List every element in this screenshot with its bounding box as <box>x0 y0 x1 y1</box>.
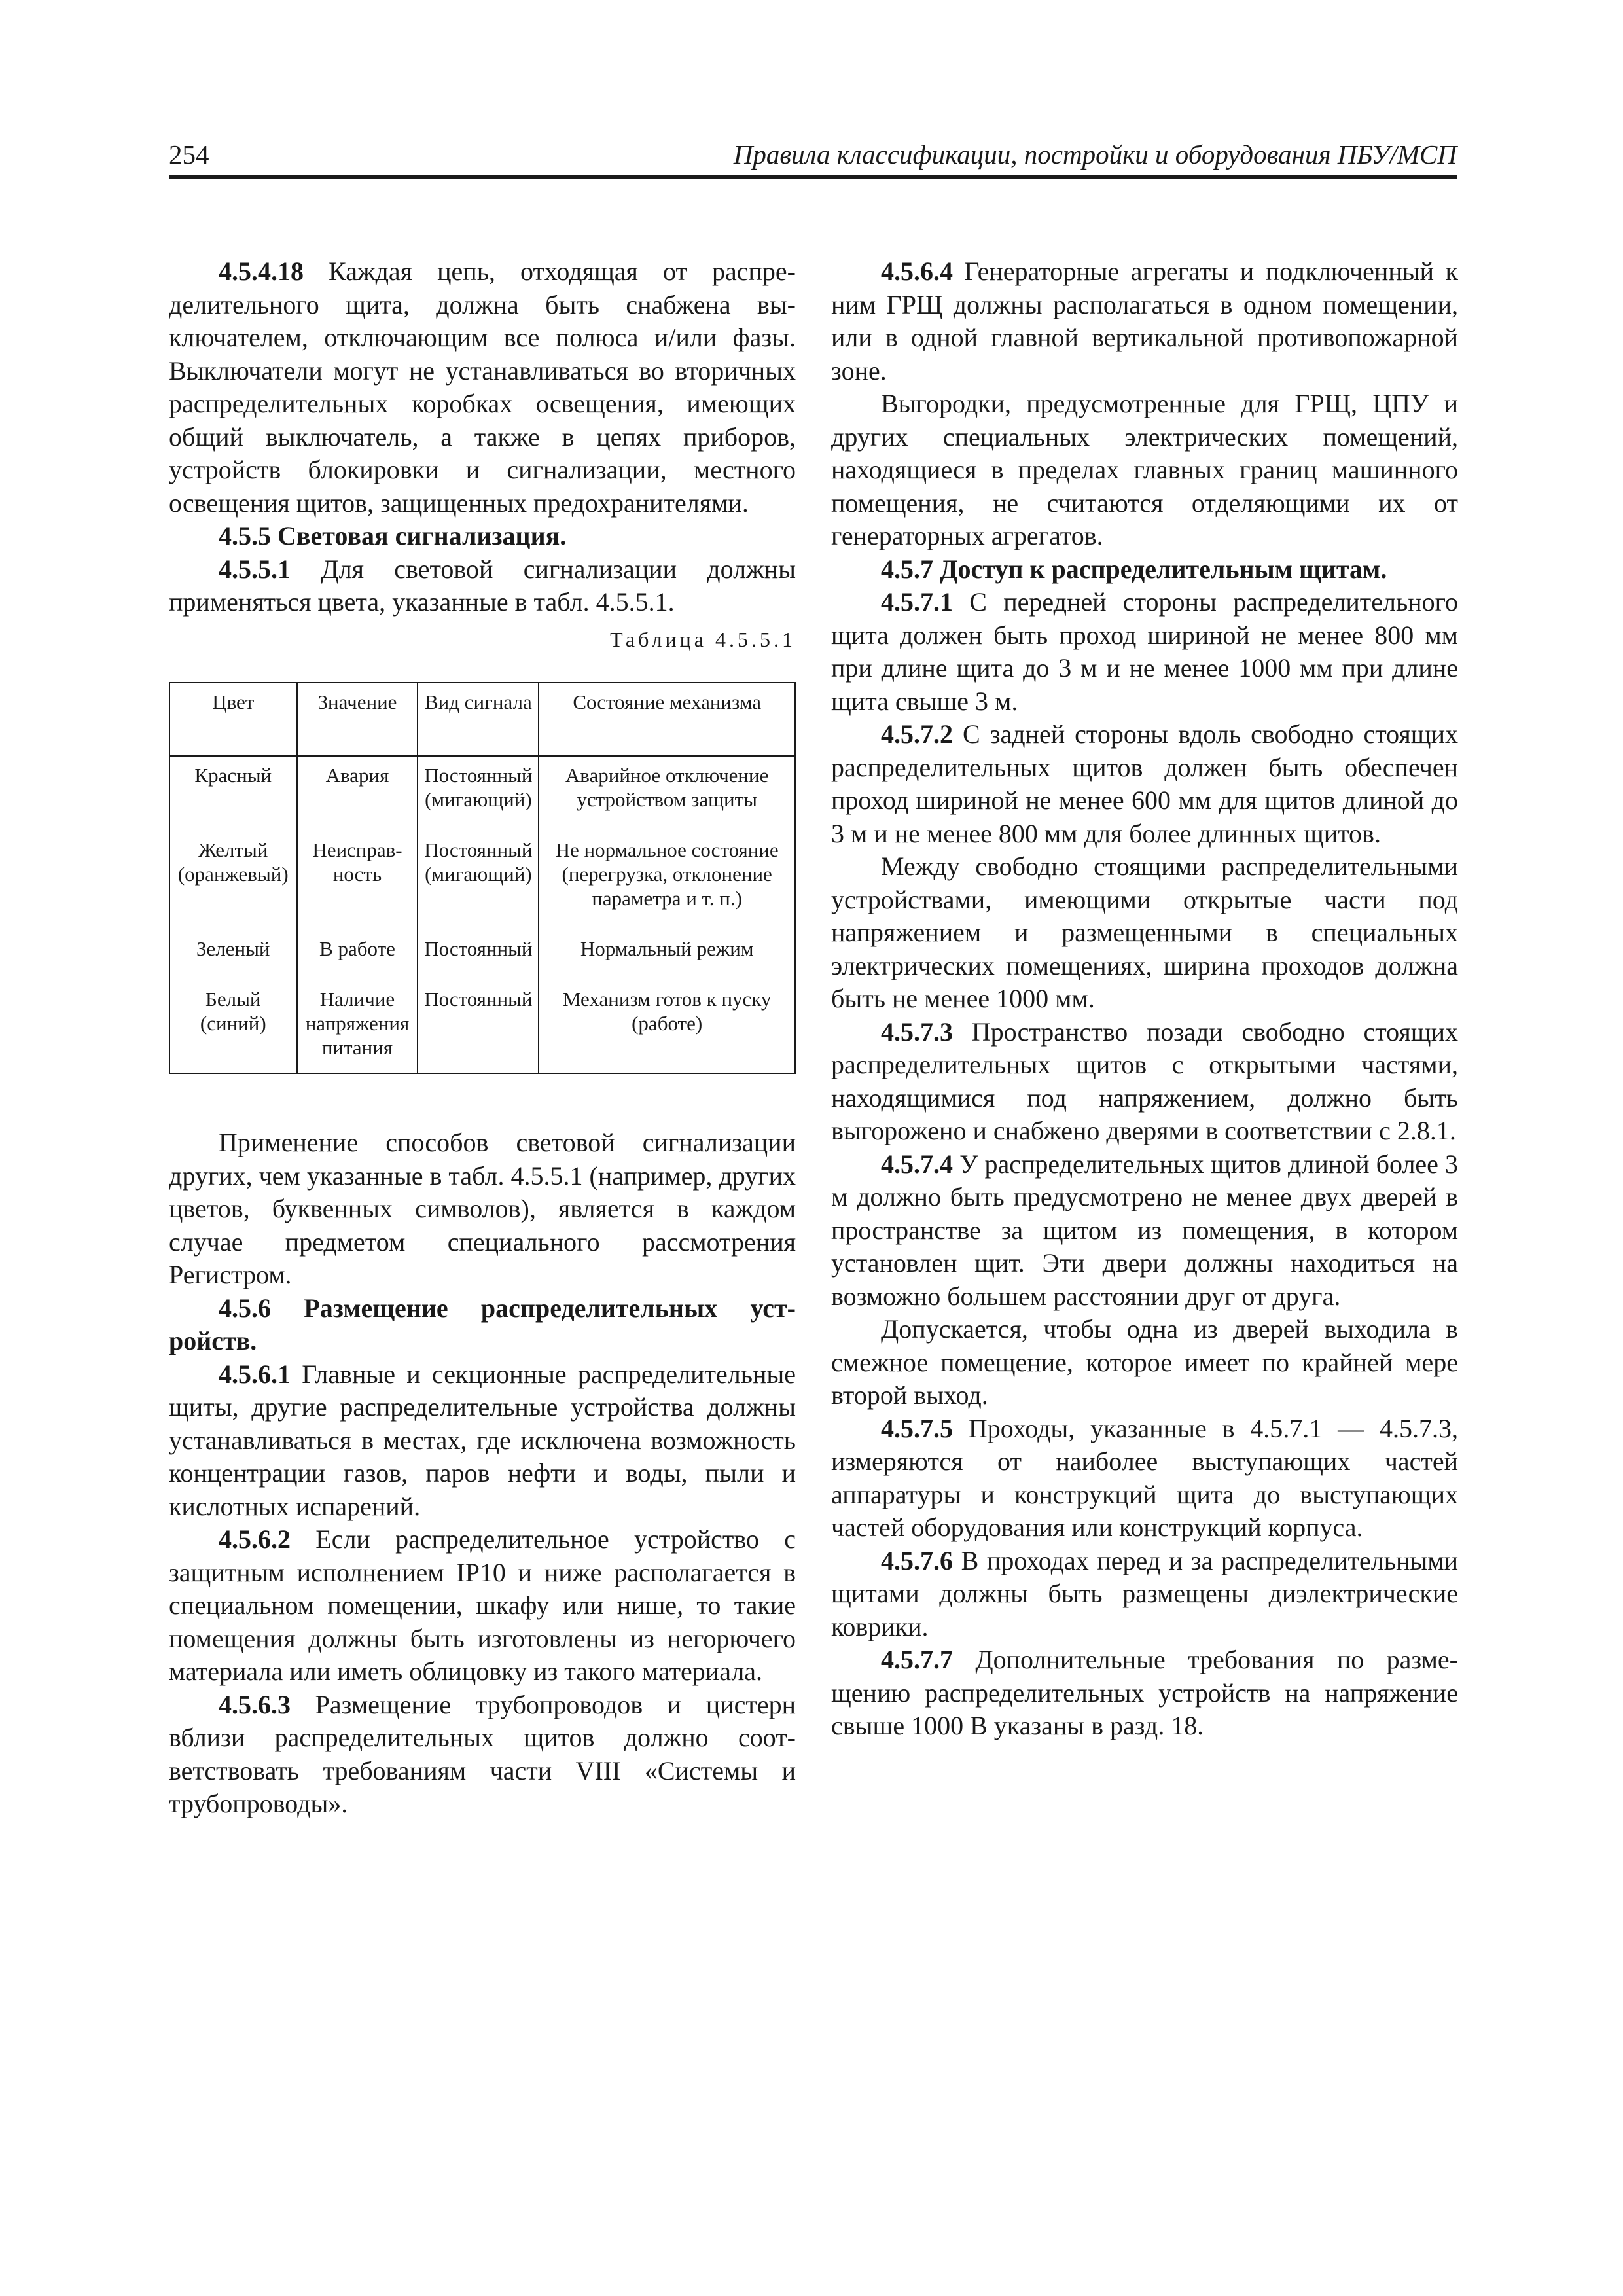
clause-number: 4.5.7.1 <box>881 587 953 617</box>
paragraph-enclosures: Выгородки, предусмотренные для ГРЩ, ЦПУ и других специальных электрических помещений, находящиеся в пределах главных границ машинного помещения, не считаются отделяющими их от генераторных агрегатов. <box>831 389 1458 550</box>
paragraph-4-5-7-3 <box>831 1016 1458 1148</box>
paragraph-signal-methods: Применение способов световой сигнализации других, чем указанные в табл. 4.5.5.1 (например, других цветов, буквенных символов), является в каждом случае предметом специального рассмотрения Регистром. <box>169 1128 796 1289</box>
clause-number: 4.5.7.3 <box>881 1016 953 1047</box>
paragraph-free-standing: Между свободно стоящими распределительными устройствами, имеющими открытые части под напряжением и размещенными в специальных электрических помещениях, ширина проходов должна быть не менее 1000 мм. <box>831 852 1458 1013</box>
table-cell: Белый (синий) <box>169 980 297 1073</box>
left-column <box>169 255 796 1821</box>
paragraph-4-5-6-2 <box>169 1523 796 1689</box>
table-row <box>169 980 795 1073</box>
clause-number: 4.5.7.6 <box>881 1545 953 1575</box>
paragraph-text: Если распределительное устройство с защитным исполнением IP10 и ниже располагается в специальном помещении, шкафу или нише, то такие помещения должны быть изготовлены из негорючего материала или иметь облицовку из такого материала. <box>169 1524 796 1686</box>
paragraph-4-5-7-4 <box>831 1148 1458 1314</box>
table-row <box>169 756 795 831</box>
table-header-cell: Состояние механизма <box>539 683 795 756</box>
clause-number: 4.5.6.1 <box>219 1359 291 1389</box>
paragraph-text: С передней стороны распределительного щита должен быть проход шириной не менее 800 мм при длине щита до 3 м и не менее 1000 мм при длине щита свыше 3 м. <box>831 587 1458 716</box>
table-cell: Постоянный (мигающий) <box>418 831 539 930</box>
paragraph-4-5-7-1 <box>831 586 1458 718</box>
paragraph-text: Проходы, указанные в 4.5.7.1 — 4.5.7.3, измеряются от наиболее выступающих частей аппаратуры и конструкций щита до выступающих частей оборудования или конструкций корпуса. <box>831 1413 1458 1542</box>
header-rule <box>169 175 1457 179</box>
table-header-cell: Цвет <box>169 683 297 756</box>
paragraph-4-5-7-6 <box>831 1545 1458 1644</box>
table-cell: Зеленый <box>169 930 297 980</box>
table-cell: Желтый (оранжевый) <box>169 831 297 930</box>
page-header <box>169 139 1457 178</box>
paragraph-doors: Допускается, чтобы одна из дверей выходила в смежное помещение, которое имеет по крайней мере второй выход. <box>831 1314 1458 1410</box>
table-cell: В работе <box>297 930 418 980</box>
clause-number: 4.5.5.1 <box>219 554 291 584</box>
table-cell: Неисправность <box>297 831 418 930</box>
signal-color-table <box>169 682 796 1074</box>
spacer <box>169 1074 796 1126</box>
paragraph-4-5-6-1 <box>169 1358 796 1524</box>
paragraph-text: Дополнительные требования по размещению распределительных устройств на напряжение свыше 1000 В указаны в разд. 18. <box>831 1645 1458 1740</box>
paragraph-text: Пространство позади свободно стоящих распределительных щитов с открытыми частями, находящимися под напряжением, должно быть выгорожено и снабжено дверями в соответствии с 2.8.1. <box>831 1016 1458 1145</box>
clause-number: 4.5.6.3 <box>219 1689 291 1719</box>
right-column <box>831 255 1458 1743</box>
paragraph-4-5-7-2 <box>831 718 1458 850</box>
table-cell: Постоянный <box>418 930 539 980</box>
table-cell: Красный <box>169 756 297 831</box>
table-header-cell: Значение <box>297 683 418 756</box>
paragraph-text: В проходах перед и за распределительными щитами должны быть размещены диэлектрические коврики. <box>831 1545 1458 1641</box>
clause-number: 4.5.7.5 <box>881 1413 953 1443</box>
paragraph-text: Для световой сигнализации должны применяться цвета, указанные в табл. 4.5.5.1. <box>169 554 796 617</box>
paragraph-4-5-7-7 <box>831 1643 1458 1743</box>
paragraph-text: С задней стороны вдоль свободно стоящих распределительных щитов должен быть обеспечен проход шириной не менее 600 мм для щитов длиной до 3 м и не менее 800 мм для более длинных щитов. <box>831 719 1458 848</box>
paragraph-text: Главные и секционные распределительные щиты, другие распределительные устройства должны устанавливаться в местах, где исключена возможность концентрации газов, паров нефти и воды, пыли и кислотных испарений. <box>169 1359 796 1521</box>
paragraph-4-5-6-3 <box>169 1689 796 1821</box>
section-heading-4-5-7: 4.5.7 Доступ к распределительным щитам. <box>881 554 1387 584</box>
paragraph-text: Каждая цепь, отходящая от распределительного щита, должна быть снабжена выключателем, отключающим все полюса и/или фазы. Выключатели могут не устанавливаться во вторичных распределительных коробках освещения, имеющих общий выключатель, а также в цепях приборов, устройств блокировки и сигнализации, местного освещения щитов, защищенных предохранителями. <box>169 257 796 518</box>
table-cell: Механизм готов к пуску (работе) <box>539 980 795 1073</box>
paragraph-text: Размещение трубопроводов и цистерн вблизи распределительных щитов должно соответствовать требованиям части VIII «Системы и трубопроводы». <box>169 1689 796 1818</box>
paragraph-4-5-7-5 <box>831 1412 1458 1545</box>
table-cell: Постоянный (мигающий) <box>418 756 539 831</box>
table-cell: Наличие напряжения питания <box>297 980 418 1073</box>
paragraph-text: У распределительных щитов длиной более 3 м должно быть предусмотрено не менее двух дверей в пространстве за щитом из помещения, в котором установлен щит. Эти двери должны находиться на возможно большем расстоянии друг от друга. <box>831 1149 1458 1311</box>
clause-number: 4.5.6.4 <box>881 257 953 286</box>
paragraph-4-5-5-1 <box>169 553 796 619</box>
page-number: 254 <box>169 139 209 170</box>
section-heading-4-5-5: 4.5.5 Световая сигнализация. <box>219 521 567 550</box>
clause-number: 4.5.6.2 <box>219 1524 291 1554</box>
table-header-row <box>169 683 795 756</box>
table-cell: Аварийное отключение устройством защиты <box>539 756 795 831</box>
clause-number: 4.5.7.7 <box>881 1645 953 1674</box>
paragraph-4-5-4-18 <box>169 255 796 520</box>
clause-number: 4.5.4.18 <box>219 257 304 286</box>
table-header-cell: Вид сигнала <box>418 683 539 756</box>
clause-number: 4.5.7.4 <box>881 1149 953 1179</box>
table-cell: Авария <box>297 756 418 831</box>
paragraph-text: Генераторные агрегаты и подключенный к ним ГРЩ должны располагаться в одном помещении, или в одной главной вертикальной противопожарной зоне. <box>831 257 1458 386</box>
clause-number: 4.5.7.2 <box>881 719 953 749</box>
table-row <box>169 930 795 980</box>
paragraph-4-5-6-4 <box>831 255 1458 387</box>
table-cell: Нормальный режим <box>539 930 795 980</box>
table-caption: Таблица 4.5.5.1 <box>610 627 796 651</box>
table-cell: Постоянный <box>418 980 539 1073</box>
table-row <box>169 831 795 930</box>
running-title: Правила классификации, постройки и оборудования ПБУ/МСП <box>733 139 1457 170</box>
section-heading-4-5-6: 4.5.6 Размещение распределительных устройств. <box>169 1293 796 1355</box>
table-cell: Не нормальное состояние (перегрузка, отклонение параметра и т. п.) <box>539 831 795 930</box>
